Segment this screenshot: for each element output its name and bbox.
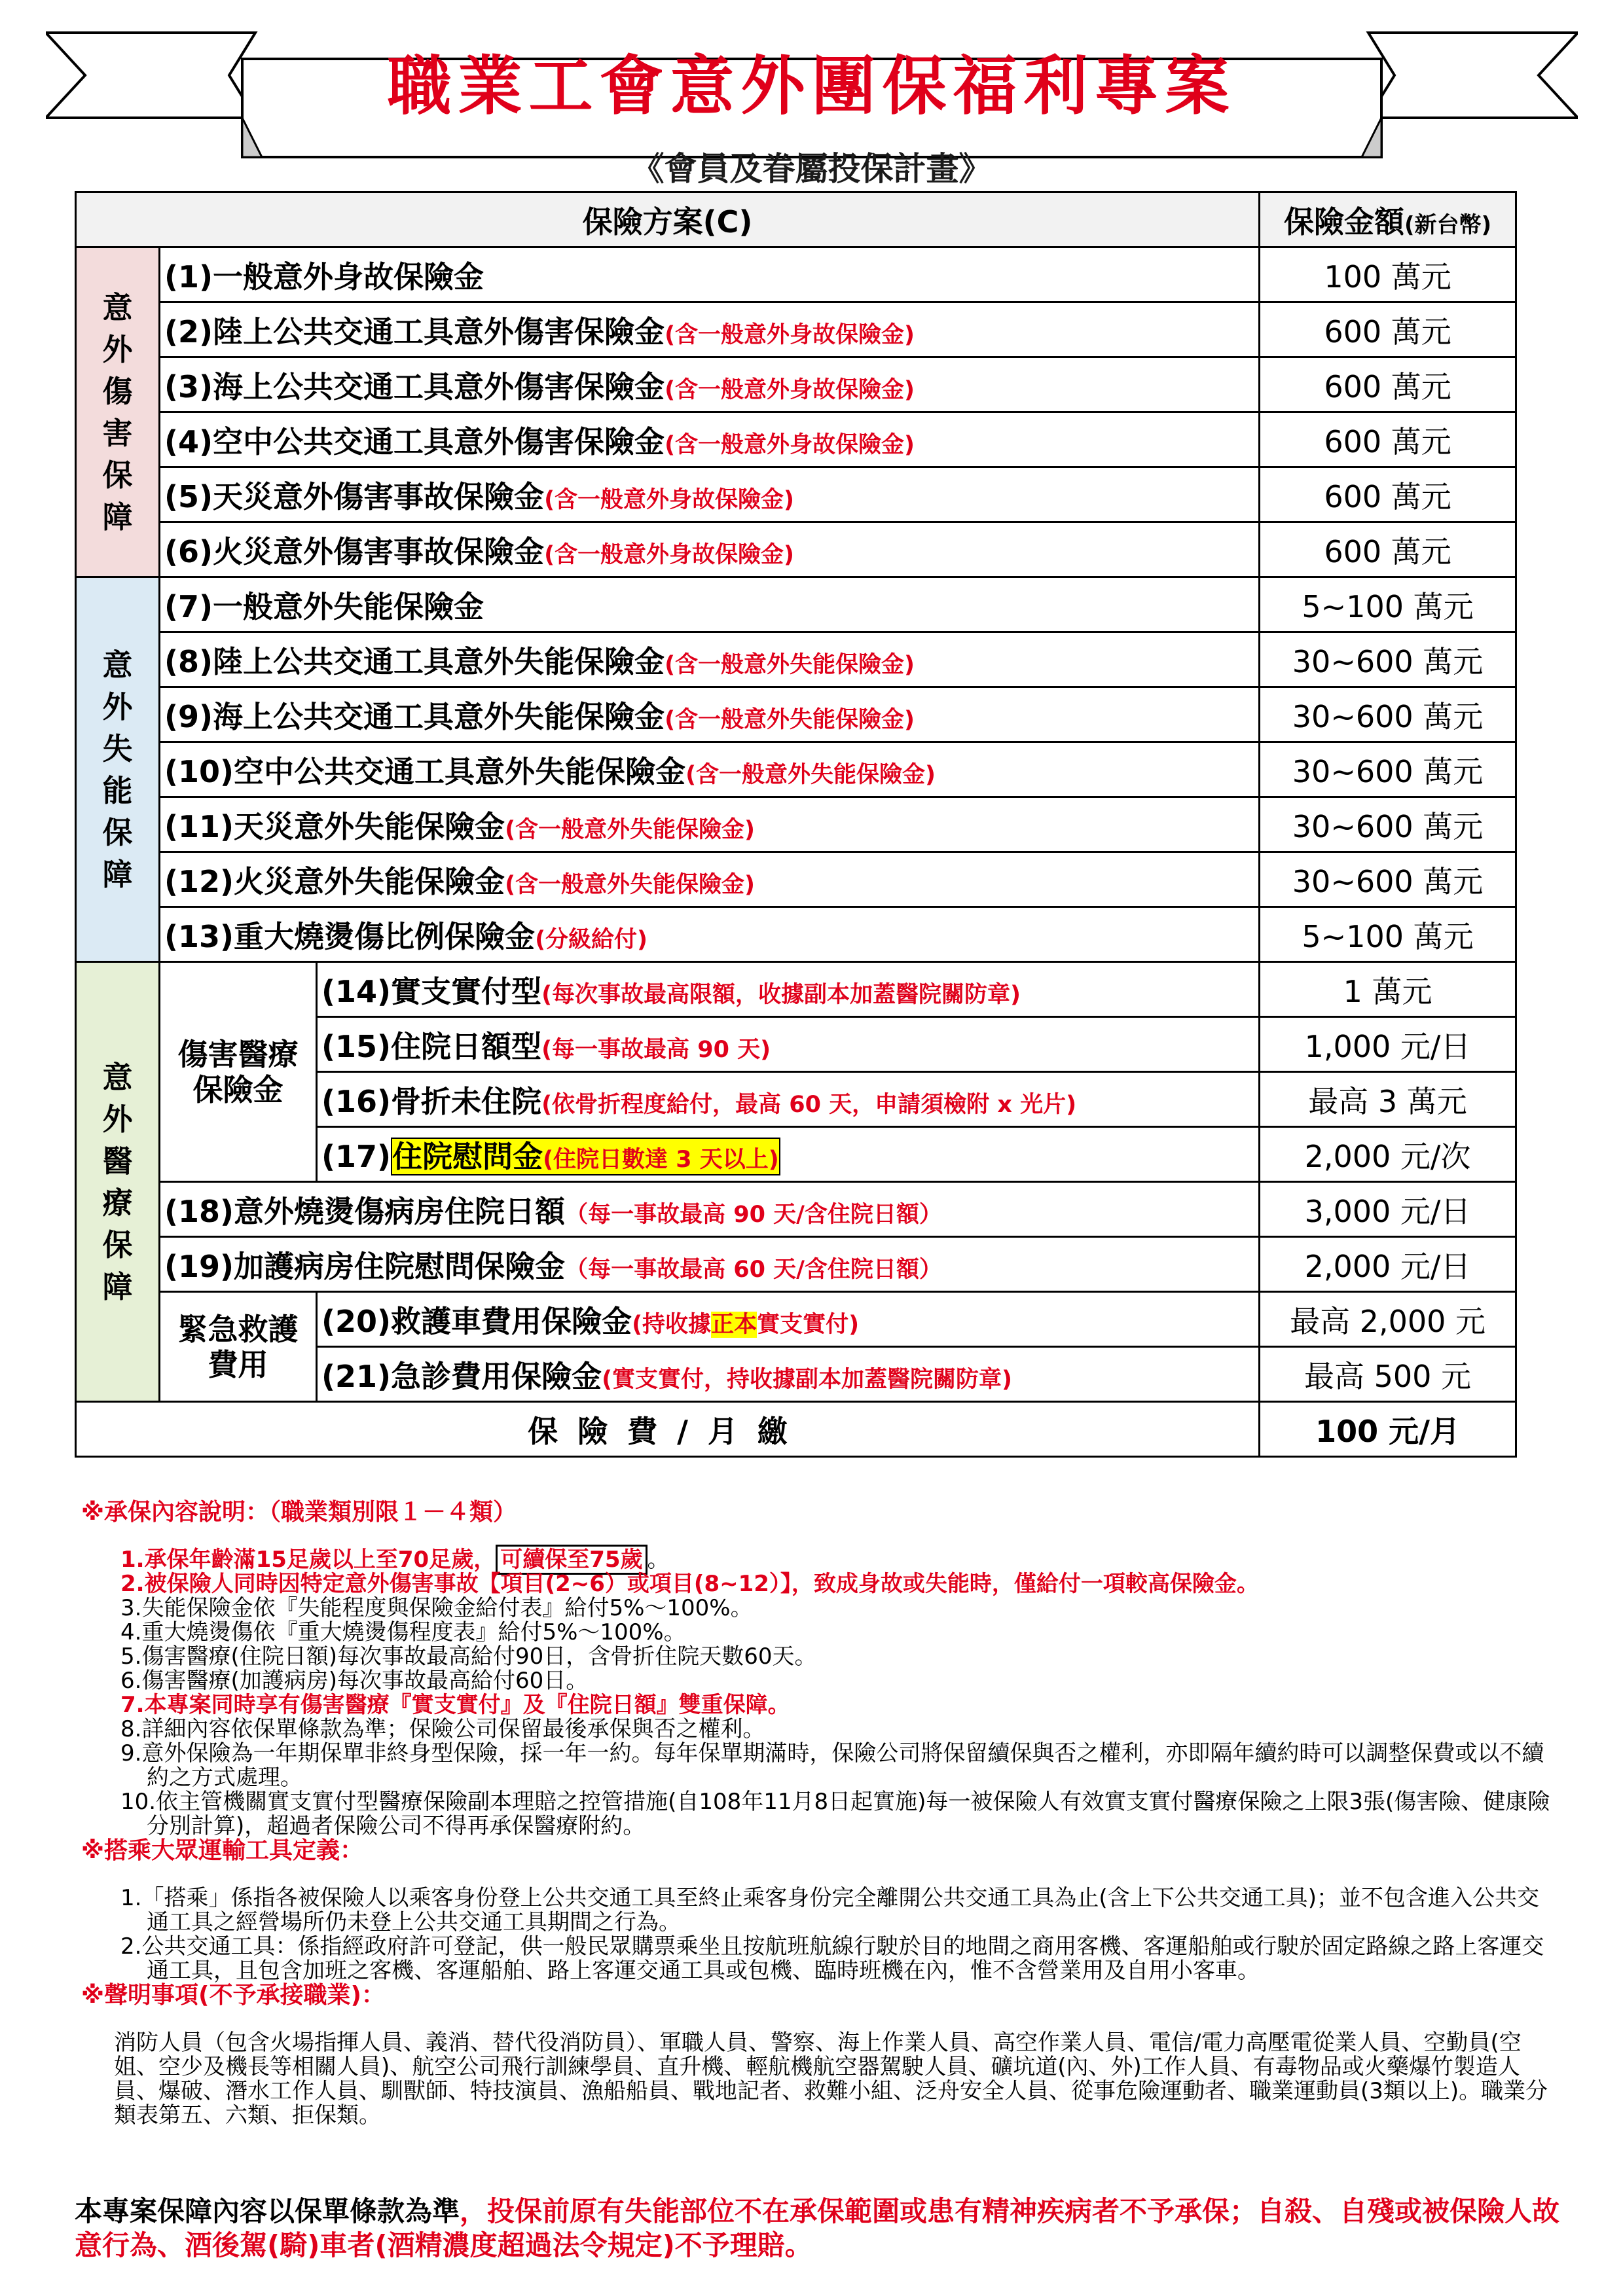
header-amount: 保險金額(新台幣) — [1260, 192, 1516, 247]
table-row — [76, 797, 1516, 852]
plan-item: (11)天災意外失能保險金(含一般意外失能保險金) — [160, 797, 1260, 852]
plan-amount: 5~100 萬元 — [1260, 907, 1516, 962]
table-row — [76, 742, 1516, 797]
plan-item: (15)住院日額型(每一事故最高 90 天) — [317, 1017, 1260, 1072]
note-item: 7.本專案同時享有傷害醫療『實支實付』及『住院日額』雙重保障。 — [120, 1692, 790, 1718]
note-item: 10.依主管機關實支實付型醫療保險副本理賠之控管措施(自108年11月8日起實施)每一被保險人有效實支實付醫療保險之上限3張(傷害險、健康險分別計算)，超過者保險公司不得再承保醫療附約。 — [120, 1789, 1550, 1839]
table-row — [76, 1292, 1516, 1347]
notes-heading-coverage: ※承保內容說明：（職業類別限１－４類） — [81, 1499, 517, 1526]
insurance-plan-table — [75, 191, 1517, 1458]
table-row — [76, 302, 1516, 357]
table-row — [76, 907, 1516, 962]
plan-item: (19)加護病房住院慰問保險金（每一事故最高 60 天/含住院日額） — [160, 1237, 1260, 1292]
note-item: 6.傷害醫療(加護病房)每次事故最高給付60日。 — [120, 1668, 589, 1694]
table-row — [76, 412, 1516, 467]
note-item: 1.承保年齡滿15足歲以上至70足歲， 可續保至75歲 。 — [81, 1548, 1554, 1572]
table-row — [76, 687, 1516, 742]
plan-item: (10)空中公共交通工具意外失能保險金(含一般意外失能保險金) — [160, 742, 1260, 797]
plan-amount: 最高 3 萬元 — [1260, 1072, 1516, 1127]
plan-item: (18)意外燒燙傷病房住院日額（每一事故最高 90 天/含住院日額） — [160, 1182, 1260, 1237]
plan-item: (7)一般意外失能保險金 — [160, 577, 1260, 632]
plan-amount: 600 萬元 — [1260, 357, 1516, 412]
note-item: 3.失能保險金依『失能程度與保險金給付表』給付5%～100%。 — [120, 1595, 753, 1621]
table-row — [76, 632, 1516, 687]
note-item: 4.重大燒燙傷依『重大燒燙傷程度表』給付5%～100%。 — [120, 1619, 686, 1645]
sub-category-injury-medical: 傷害醫療保險金 — [160, 962, 317, 1182]
notes-section — [81, 1500, 1554, 2128]
plan-amount: 30~600 萬元 — [1260, 797, 1516, 852]
premium-label: 保險費/月繳 — [76, 1402, 1260, 1457]
plan-item: (8)陸上公共交通工具意外失能保險金(含一般意外失能保險金) — [160, 632, 1260, 687]
table-row — [76, 247, 1516, 302]
category-accident-disability: 意外失能保障 — [76, 577, 160, 962]
category-accident-death: 意外傷害保障 — [76, 247, 160, 577]
plan-amount: 最高 500 元 — [1260, 1347, 1516, 1402]
plan-item: (6)火災意外傷害事故保險金(含一般意外身故保險金) — [160, 522, 1260, 577]
notes-heading-transport: ※搭乘大眾運輸工具定義： — [81, 1837, 363, 1864]
page-subtitle: 《會員及眷屬投保計畫》 — [631, 150, 992, 188]
sub-category-emergency: 緊急救護費用 — [160, 1292, 317, 1402]
table-row — [76, 962, 1516, 1017]
plan-amount: 最高 2,000 元 — [1260, 1292, 1516, 1347]
table-row — [76, 357, 1516, 412]
plan-item: (9)海上公共交通工具意外失能保險金(含一般意外失能保險金) — [160, 687, 1260, 742]
plan-item: (20)救護車費用保險金(持收據正本實支實付) — [317, 1292, 1260, 1347]
table-header-row — [76, 192, 1516, 247]
category-accident-medical: 意外醫療保障 — [76, 962, 160, 1402]
plan-amount: 600 萬元 — [1260, 302, 1516, 357]
table-row — [76, 467, 1516, 522]
note-item: 5.傷害醫療(住院日額)每次事故最高給付90日，含骨折住院天數60天。 — [120, 1643, 817, 1670]
plan-amount: 30~600 萬元 — [1260, 742, 1516, 797]
header-plan: 保險方案(C) — [76, 192, 1260, 247]
plan-item: (14)實支實付型(每次事故最高限額，收據副本加蓋醫院關防章) — [317, 962, 1260, 1017]
plan-amount: 100 萬元 — [1260, 247, 1516, 302]
plan-item: (5)天災意外傷害事故保險金(含一般意外身故保險金) — [160, 467, 1260, 522]
plan-item: (21)急診費用保險金(實支實付，持收據副本加蓋醫院關防章) — [317, 1347, 1260, 1402]
premium-row — [76, 1402, 1516, 1457]
plan-amount: 3,000 元/日 — [1260, 1182, 1516, 1237]
page-title: 職業工會意外團保福利專案 — [387, 49, 1236, 124]
plan-amount: 30~600 萬元 — [1260, 852, 1516, 907]
plan-amount: 600 萬元 — [1260, 522, 1516, 577]
table-row — [76, 852, 1516, 907]
plan-amount: 1,000 元/日 — [1260, 1017, 1516, 1072]
plan-amount: 2,000 元/次 — [1260, 1127, 1516, 1182]
plan-amount: 5~100 萬元 — [1260, 577, 1516, 632]
plan-item: (12)火災意外失能保險金(含一般意外失能保險金) — [160, 852, 1260, 907]
plan-amount: 30~600 萬元 — [1260, 632, 1516, 687]
table-row — [76, 1237, 1516, 1292]
plan-item: (1)一般意外身故保險金 — [160, 247, 1260, 302]
table-row — [76, 522, 1516, 577]
note-item: 2.公共交通工具：係指經政府許可登記，供一般民眾購票乘坐且按航班航線行駛於目的地間之商用客機、客運船舶或行駛於固定路線之路上客運交通工具，且包含加班之客機、客運船舶、路上客運交通工具或包機、臨時班機在內，惟不含營業用及自用小客車。 — [120, 1933, 1544, 1984]
plan-item: (4)空中公共交通工具意外傷害保險金(含一般意外身故保險金) — [160, 412, 1260, 467]
plan-item: (16)骨折未住院(依骨折程度給付，最高 60 天，申請須檢附 x 光片) — [317, 1072, 1260, 1127]
premium-amount: 100 元/月 — [1260, 1402, 1516, 1457]
plan-amount: 600 萬元 — [1260, 412, 1516, 467]
note-item: 9.意外保險為一年期保單非終身型保險，採一年一約。每年保單期滿時，保險公司將保留續保與否之權利，亦即隔年續約時可以調整保費或以不續約之方式處理。 — [120, 1740, 1544, 1791]
plan-amount: 2,000 元/日 — [1260, 1237, 1516, 1292]
plan-item: (17)住院慰問金(住院日數達 3 天以上) — [317, 1127, 1260, 1182]
footer-disclaimer: 本專案保障內容以保單條款為準，投保前原有失能部位不在承保範圍或患有精神疾病者不予承保；自殺、自殘或被保險人故意行為、酒後駕(騎)車者(酒精濃度超過法令規定)不予理賠。 — [75, 2195, 1560, 2261]
excluded-occupations: 消防人員（包含火場指揮人員、義消、替代役消防員）、軍職人員、警察、海上作業人員、高空作業人員、電信/電力高壓電從業人員、空勤員(空姐、空少及機長等相關人員)、航空公司飛行訓練學員、直升機、輕航機航空器駕駛人員、礦坑道(內、外)工作人員、有毒物品或火藥爆竹製造人員、爆破、潛水工作人員、馴獸師、特技演員、漁船船員、戰地記者、救難小組、泛舟安全人員、從事危險運動者、職業運動員(3類以上)。職業分類表第五、六類、拒保類。 — [114, 2030, 1548, 2128]
table-row — [76, 577, 1516, 632]
plan-amount: 30~600 萬元 — [1260, 687, 1516, 742]
notes-heading-excluded: ※聲明事項(不予承接職業)： — [81, 1982, 385, 2009]
plan-amount: 1 萬元 — [1260, 962, 1516, 1017]
note-item: 1.「搭乘」係指各被保險人以乘客身份登上公共交通工具至終止乘客身份完全離開公共交通工具為止(含上下公共交通工具)；並不包含進入公共交通工具之經營場所仍未登上公共交通工具期間之行為。 — [120, 1885, 1539, 1935]
note-item: 8.詳細內容依保單條款為準；保險公司保留最後承保與否之權利。 — [120, 1716, 765, 1742]
table-row — [76, 1182, 1516, 1237]
plan-item: (2)陸上公共交通工具意外傷害保險金(含一般意外身故保險金) — [160, 302, 1260, 357]
plan-item: (13)重大燒燙傷比例保險金(分級給付) — [160, 907, 1260, 962]
plan-item: (3)海上公共交通工具意外傷害保險金(含一般意外身故保險金) — [160, 357, 1260, 412]
note-item: 2.被保險人同時因特定意外傷害事故【項目(2~6）或項目(8~12）】，致成身故或失能時，僅給付一項較高保險金。 — [120, 1571, 1259, 1597]
plan-amount: 600 萬元 — [1260, 467, 1516, 522]
